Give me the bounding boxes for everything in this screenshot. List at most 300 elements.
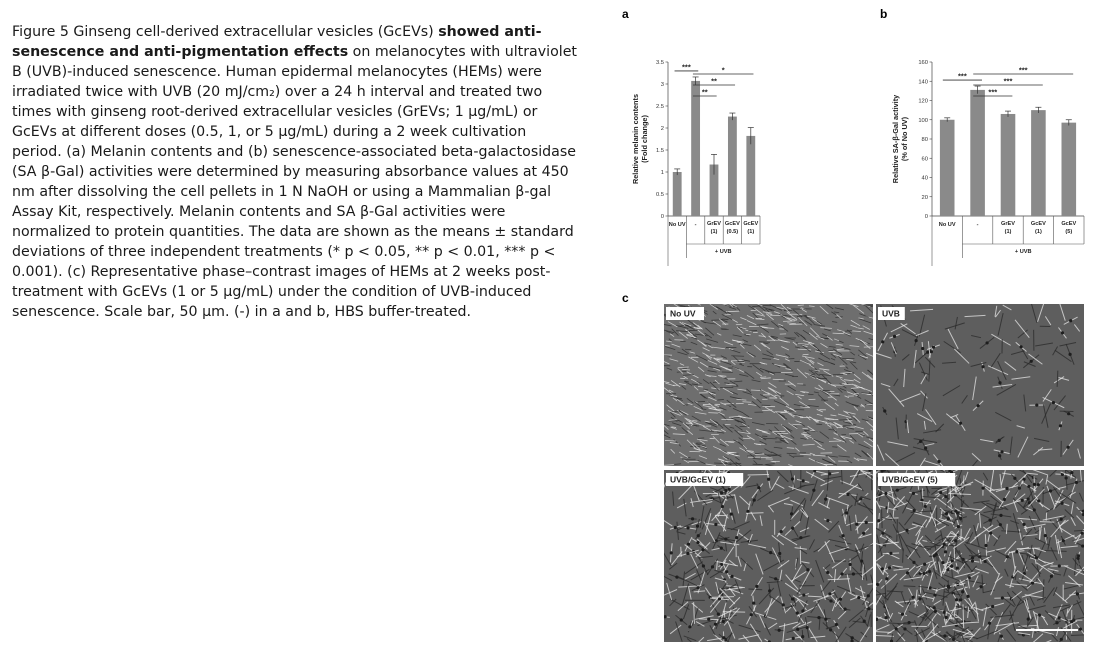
cell-body <box>893 335 896 338</box>
figure-panels <box>608 0 1106 648</box>
cell-body <box>696 586 699 589</box>
chart-b-category-label: GrEV <box>1001 221 1015 227</box>
cell-body <box>923 563 926 566</box>
cell-body <box>944 550 947 553</box>
cell-body <box>850 640 853 643</box>
cell-body <box>1035 556 1038 559</box>
cell-body <box>701 548 704 551</box>
cell <box>798 305 804 306</box>
cell <box>1057 371 1058 387</box>
cell-body <box>1058 616 1061 619</box>
cell-body <box>939 491 942 494</box>
cell <box>722 361 728 362</box>
micrograph-3 <box>656 463 880 648</box>
cell-body <box>998 381 1001 384</box>
cell <box>864 347 876 348</box>
cell-body <box>839 598 842 601</box>
cell-body <box>792 637 795 640</box>
cell-body <box>946 568 949 571</box>
chart-b-category-label: (1) <box>1034 229 1042 235</box>
cell-body <box>746 510 749 513</box>
cell-body <box>1050 575 1053 578</box>
cell-body <box>663 615 666 618</box>
cell-body <box>1076 557 1079 560</box>
cell-body <box>828 592 831 595</box>
cell-body <box>720 546 723 549</box>
cell-body <box>1065 476 1068 479</box>
cell-body <box>933 594 936 597</box>
cell-body <box>817 616 820 619</box>
cell-body <box>791 477 794 480</box>
caption-rest: on melanocytes with ultraviolet B (UVB)-induced senescence. Human epidermal melanocytes (HEMs) were irradiated twice with UVB (20 mJ/cm₂) over a 24 h interval and treated two times with ginseng root-derived extracellular vesicles (GrEVs; 1 μg/mL) or GcEVs at different doses (0.5, 1, or 5 μg/mL) during a 2 week cultivation period. (a) Melanin contents and (b) senescence-associated beta-galactosidase (SA β-Gal) activities were determined by measuring absorbance values at 450 nm after dissolving the cell pellets in 1 N NaOH or using a Mammalian β-gal Assay Kit, respectively. Melanin contents and SA β-Gal activities were normalized to protein quantities. The data are shown as the means ± standard deviations of three independent treatments (* p < 0.05, ** p < 0.01, *** p < 0.001). (c) Representative phase–contrast images of HEMs at 2 weeks post-treatment with GcEVs (1 or 5 μg/mL) under the condition of UVB-induced senescence. Scale bar, 50 μm. (-) in a and b, HBS buffer-treated. <box>12 44 577 320</box>
cell-body <box>912 561 915 564</box>
cell-body <box>959 422 962 425</box>
cell-body <box>943 611 946 614</box>
cell-body <box>802 479 805 482</box>
cell-body <box>1066 446 1069 449</box>
cell-body <box>778 629 781 632</box>
cell-body <box>859 497 862 500</box>
cell-body <box>1019 345 1022 348</box>
cell-body <box>702 564 705 567</box>
chart-a-y-tick-label: 0 <box>660 214 664 220</box>
cell-body <box>1030 360 1033 363</box>
chart-a-y-tick-label: 1.5 <box>655 148 664 154</box>
chart-a-category-label: (0.5) <box>726 229 739 235</box>
cell <box>897 519 898 541</box>
cell-body <box>981 365 984 368</box>
cell-body <box>915 339 918 342</box>
micrograph-label: UVB/GcEV (1) <box>670 474 726 485</box>
chart-b-y-tick-label: 120 <box>918 98 928 105</box>
cell-body <box>945 616 948 619</box>
chart-b-bar <box>1062 123 1077 216</box>
cell <box>797 385 805 386</box>
cell-body <box>988 622 991 625</box>
cell-body <box>1081 544 1084 547</box>
cell-body <box>1060 638 1063 641</box>
micrograph-2 <box>871 299 1084 471</box>
micrograph-4 <box>866 463 1093 648</box>
cell-body <box>951 559 954 562</box>
cell-body <box>1059 424 1062 427</box>
chart-b-significance-label: *** <box>1003 76 1013 86</box>
cell-body <box>954 510 957 513</box>
cell-body <box>686 552 689 555</box>
chart-b-y-axis-label: (% of No UV) <box>900 116 909 162</box>
cell-body <box>921 347 924 350</box>
cell-body <box>1003 498 1006 501</box>
cell-body <box>906 571 909 574</box>
cell-body <box>981 486 984 489</box>
cell-body <box>1068 353 1071 356</box>
chart-b-category-label: - <box>976 222 979 228</box>
cell-body <box>868 469 871 472</box>
chart-b-y-tick-label: 80 <box>921 137 928 143</box>
chart-a-y-tick-label: 1 <box>660 170 664 176</box>
cell-body <box>984 544 987 547</box>
chart-a-bar <box>746 136 755 216</box>
micrograph-1 <box>659 302 878 468</box>
cell-body <box>767 478 770 481</box>
chart-b-y-tick-label: 20 <box>921 194 928 201</box>
micrograph-label: No UV <box>670 308 696 319</box>
chart-b-bar <box>1001 114 1016 216</box>
cell-body <box>680 618 683 621</box>
cell-body <box>933 606 936 609</box>
chart-b-y-tick-label: 60 <box>921 156 928 163</box>
cell-body <box>924 505 927 508</box>
cell-body <box>696 541 699 544</box>
cell <box>783 321 795 322</box>
cell <box>740 426 750 427</box>
cell-body <box>1069 319 1072 322</box>
cell-body <box>890 640 893 643</box>
cell-body <box>867 594 870 597</box>
cell-body <box>1061 331 1064 334</box>
chart-a-significance-label: *** <box>682 62 691 72</box>
cell <box>760 377 766 378</box>
cell-body <box>826 571 829 574</box>
caption-lead: Figure 5 Ginseng cell-derived extracellular vesicles (GcEVs) <box>12 24 439 40</box>
cell-body <box>991 605 994 608</box>
cell-body <box>957 525 960 528</box>
cell <box>1040 522 1055 523</box>
cell-body <box>780 530 783 533</box>
cell-body <box>1033 483 1036 486</box>
cell-body <box>735 536 738 539</box>
cell-body <box>769 551 772 554</box>
cell <box>711 597 734 598</box>
caption-bold: showed anti-senescence and anti-pigmentation effects <box>12 24 542 60</box>
cell-body <box>943 542 946 545</box>
chart-a-category-label: GcEV <box>724 221 740 227</box>
cell-body <box>714 523 717 526</box>
figure-caption <box>12 22 580 322</box>
cell-body <box>1013 477 1016 480</box>
cell-body <box>1027 618 1030 621</box>
cell-body <box>883 409 886 412</box>
cell <box>736 324 742 325</box>
cell <box>746 513 763 514</box>
cell-body <box>959 517 962 520</box>
cell-body <box>924 447 927 450</box>
cell-body <box>1022 523 1025 526</box>
cell-body <box>768 640 771 643</box>
cell-body <box>782 603 785 606</box>
cell-body <box>752 602 755 605</box>
cell <box>958 485 971 486</box>
cell-body <box>1079 628 1082 631</box>
cell-body <box>1082 513 1085 516</box>
chart-b-category-label: (5) <box>1065 229 1073 235</box>
cell <box>882 509 883 528</box>
cell-body <box>778 552 781 555</box>
cell-body <box>1044 534 1047 537</box>
chart-b-group-label: + UVB <box>1014 249 1032 255</box>
cell-body <box>934 610 937 613</box>
cell-body <box>966 595 969 598</box>
chart-a-y-tick-label: 0.5 <box>655 192 664 198</box>
chart-a-y-tick-label: 3 <box>660 82 664 88</box>
cell <box>839 420 852 421</box>
cell-body <box>697 534 700 537</box>
cell-body <box>852 572 855 575</box>
cell-body <box>714 623 717 626</box>
cell-body <box>1076 592 1079 595</box>
cell-body <box>670 551 673 554</box>
cell-body <box>686 526 689 529</box>
cell-body <box>757 486 760 489</box>
cell-body <box>755 585 758 588</box>
cell-body <box>790 512 793 515</box>
cell-body <box>865 521 868 524</box>
cell-body <box>688 625 691 628</box>
chart-a-category-label: No UV <box>668 222 686 228</box>
cell-body <box>851 636 854 639</box>
cell-body <box>926 351 929 354</box>
cell-body <box>905 529 908 532</box>
cell-body <box>696 525 699 528</box>
chart-a-y-tick-label: 2 <box>660 126 664 132</box>
cell-body <box>945 512 948 515</box>
cell <box>742 402 751 403</box>
cell-body <box>896 489 899 492</box>
cell-body <box>1031 581 1034 584</box>
cell <box>728 464 741 465</box>
cell-body <box>918 597 921 600</box>
cell-body <box>862 532 865 535</box>
chart-b-y-tick-label: 40 <box>921 175 928 182</box>
cell-body <box>707 618 710 621</box>
cell-body <box>711 565 714 568</box>
chart-b-significance-label: *** <box>958 71 967 81</box>
chart-a-y-axis-label: (Fold change) <box>640 115 649 163</box>
chart-a-group-label: + UVB <box>714 249 732 255</box>
cell-body <box>989 532 992 535</box>
cell <box>751 390 760 391</box>
cell-body <box>824 498 827 501</box>
chart-b-y-tick-label: 140 <box>918 79 928 86</box>
cell-body <box>828 472 831 475</box>
cell-body <box>863 620 866 623</box>
cell-body <box>857 596 860 599</box>
cell-body <box>1015 550 1018 553</box>
cell-body <box>943 634 946 637</box>
cell-body <box>750 613 753 616</box>
cell-body <box>937 460 940 463</box>
cell-body <box>901 613 904 616</box>
cell <box>748 474 769 475</box>
cell-body <box>1037 483 1040 486</box>
chart-a-category-label: (1) <box>747 229 755 235</box>
chart-b-panel-letter: b <box>880 7 888 21</box>
cell <box>826 419 839 420</box>
cell-body <box>826 519 829 522</box>
cell-body <box>1067 412 1070 415</box>
cell-body <box>1060 518 1063 521</box>
cell-body <box>841 534 844 537</box>
chart-b-bar <box>970 90 985 216</box>
cell-body <box>928 570 931 573</box>
chart-b-category-label: No UV <box>938 222 956 228</box>
cell-body <box>1075 481 1078 484</box>
cell-body <box>885 616 888 619</box>
cell-body <box>922 572 925 575</box>
cell-body <box>801 635 804 638</box>
cell-body <box>1021 499 1024 502</box>
chart-b-y-tick-label: 160 <box>918 60 928 66</box>
cell-body <box>895 627 898 630</box>
cell-body <box>1062 539 1065 542</box>
cell-body <box>799 536 802 539</box>
cell-body <box>947 517 950 520</box>
cell <box>759 342 770 343</box>
cell-body <box>806 568 809 571</box>
chart-b-category-label: GcEV <box>1061 221 1077 227</box>
cell-body <box>1035 404 1038 407</box>
cell-body <box>986 341 989 344</box>
cell-body <box>971 559 974 562</box>
chart-b-bar <box>1031 110 1046 216</box>
chart-a-significance-label: ** <box>701 87 708 97</box>
cell-body <box>721 505 724 508</box>
cell-body <box>829 628 832 631</box>
cell-body <box>730 575 733 578</box>
cell-body <box>999 514 1002 517</box>
cell-body <box>774 577 777 580</box>
chart-a-bar <box>673 172 682 216</box>
chart-a-category-label: - <box>694 222 697 228</box>
cell <box>755 454 765 455</box>
cell-body <box>812 489 815 492</box>
cell-body <box>1081 531 1084 534</box>
cell-body <box>912 596 915 599</box>
chart-b-category-label: GcEV <box>1030 221 1046 227</box>
cell <box>714 463 727 464</box>
chart-a-y-tick-label: 3.5 <box>655 60 664 66</box>
cell-body <box>930 350 933 353</box>
chart-b-bar <box>940 120 955 216</box>
cell <box>1071 635 1084 636</box>
cell-body <box>988 519 991 522</box>
cell-body <box>722 620 725 623</box>
chart-b-y-tick-label: 100 <box>918 117 928 124</box>
cell-body <box>725 570 728 573</box>
cell <box>816 424 822 425</box>
cell <box>665 440 676 441</box>
cell-body <box>1049 489 1052 492</box>
cell-body <box>876 583 879 586</box>
cell-body <box>717 613 720 616</box>
cell-body <box>1037 499 1040 502</box>
cell-body <box>999 523 1002 526</box>
chart-a-bar <box>691 81 700 216</box>
cell-body <box>956 567 959 570</box>
chart-a-y-tick-label: 2.5 <box>655 104 664 110</box>
cell-body <box>843 607 846 610</box>
cell-body <box>932 346 935 349</box>
cell-body <box>889 552 892 555</box>
cell-body <box>835 623 838 626</box>
cell-body <box>875 618 878 621</box>
cell-body <box>933 554 936 557</box>
chart-a-y-axis-label: Relative melanin contents <box>631 93 640 185</box>
cell-body <box>722 636 725 639</box>
cell-body <box>941 561 944 564</box>
cell-body <box>961 590 964 593</box>
cell-body <box>691 517 694 520</box>
cell-body <box>881 340 884 343</box>
chart-a-category-label: GcEV <box>743 221 759 227</box>
cell <box>726 311 739 312</box>
micrograph-label: UVB <box>882 308 900 319</box>
cell-body <box>813 469 816 472</box>
cell-body <box>979 585 982 588</box>
cell <box>903 586 915 587</box>
cell-body <box>885 577 888 580</box>
cell-body <box>1005 487 1008 490</box>
cell-body <box>849 563 852 566</box>
cell-body <box>1027 485 1030 488</box>
cell-body <box>796 628 799 631</box>
cell-body <box>796 611 799 614</box>
cell-body <box>884 492 887 495</box>
cell-body <box>881 469 884 472</box>
chart-a-category-label: GrEV <box>707 221 721 227</box>
chart-a-significance-label: ** <box>711 76 717 86</box>
cell-body <box>877 519 880 522</box>
cell-body <box>1052 401 1055 404</box>
cell-body <box>947 585 950 588</box>
cell-body <box>753 498 756 501</box>
cell-body <box>1082 510 1085 513</box>
chart-b-significance-label: *** <box>1018 65 1028 75</box>
cell-body <box>724 537 727 540</box>
cell-body <box>806 626 809 629</box>
cell <box>963 604 964 628</box>
cell-body <box>998 454 1001 457</box>
chart-b-significance-label: *** <box>988 87 998 97</box>
cell-body <box>687 543 690 546</box>
chart-b-y-tick-label: 0 <box>924 214 928 220</box>
cell-body <box>1058 564 1061 567</box>
cell-body <box>971 556 974 559</box>
cell-body <box>881 567 884 570</box>
figure-svg <box>608 0 1106 648</box>
cell-body <box>955 598 958 601</box>
chart-a-bar <box>728 117 737 216</box>
cell-body <box>824 618 827 621</box>
chart-b-category-label: (1) <box>1004 229 1012 235</box>
cell-body <box>888 566 891 569</box>
panel-c-letter: c <box>622 291 629 305</box>
chart-a-significance-label: * <box>721 65 725 75</box>
chart-a-panel-letter: a <box>622 7 629 21</box>
cell-body <box>845 511 848 514</box>
cell-body <box>674 526 677 529</box>
cell-body <box>829 599 832 602</box>
cell-body <box>976 404 979 407</box>
cell-body <box>840 572 843 575</box>
cell-body <box>802 593 805 596</box>
cell-body <box>791 597 794 600</box>
chart-a-category-label: (1) <box>710 229 718 235</box>
cell-body <box>912 492 915 495</box>
micrograph-label: UVB/GcEV (5) <box>882 474 938 485</box>
cell-body <box>1033 508 1036 511</box>
cell-body <box>718 597 721 600</box>
